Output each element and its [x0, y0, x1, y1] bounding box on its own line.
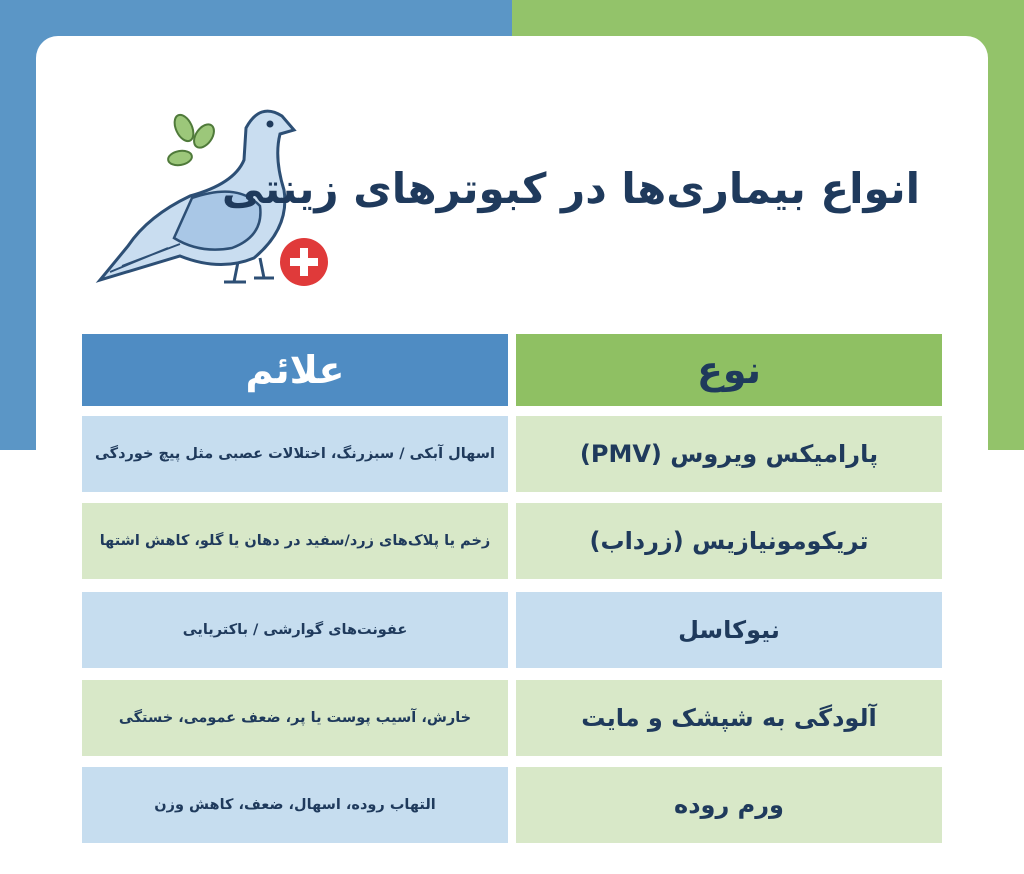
column-header-type: نوع	[516, 334, 942, 406]
leaf-icon	[167, 112, 218, 167]
table-cell-symptoms: خارش، آسیب پوست یا پر، ضعف عمومی، خستگی	[82, 680, 508, 756]
table-cell-type: آلودگی به شپشک و مایت	[516, 680, 942, 756]
table-cell-symptoms: عفونت‌های گوارشی / باکتریایی	[82, 592, 508, 668]
medical-cross-icon	[280, 238, 328, 286]
table-cell-symptoms: التهاب روده، اسهال، ضعف، کاهش وزن	[82, 767, 508, 843]
table-cell-type: تریکومونیازیس (زرداب)	[516, 503, 942, 579]
column-header-symptoms: علائم	[82, 334, 508, 406]
table-cell-type: پارامیکس ویروس (PMV)	[516, 416, 942, 492]
table-cell-type: ورم روده	[516, 767, 942, 843]
page-title: انواع بیماری‌ها در کبوترهای زینتی	[221, 164, 920, 213]
table-cell-symptoms: اسهال آبکی / سبزرنگ، اختلالات عصبی مثل پیچ خوردگی	[82, 416, 508, 492]
table-cell-symptoms: زخم یا پلاک‌های زرد/سفید در دهان یا گلو، کاهش اشتها	[82, 503, 508, 579]
table-cell-type: نیوکاسل	[516, 592, 942, 668]
